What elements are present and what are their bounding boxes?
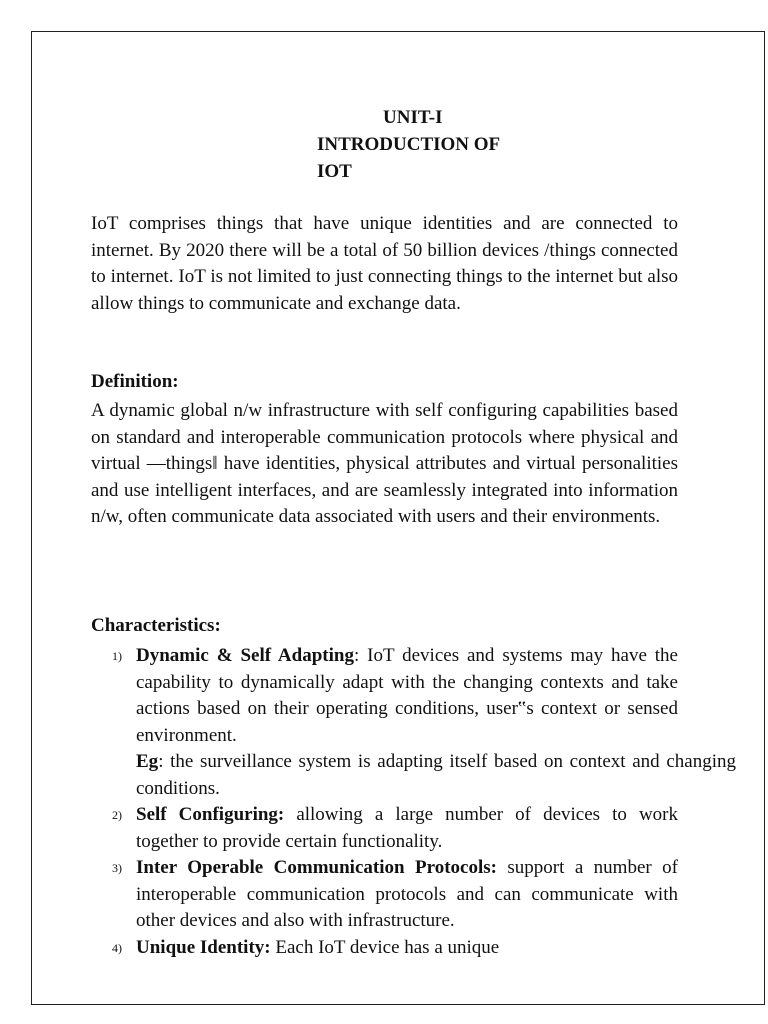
characteristics-heading: Characteristics: bbox=[91, 615, 221, 636]
item-text: Each IoT device has a unique bbox=[270, 936, 500, 958]
title-line-3: IOT bbox=[317, 161, 352, 182]
characteristics-list bbox=[91, 643, 736, 961]
item-number: 4) bbox=[112, 940, 122, 955]
item-number: 1) bbox=[112, 649, 122, 663]
list-item bbox=[91, 935, 736, 962]
item-term: Self Configuring: bbox=[136, 804, 285, 825]
definition-text: A dynamic global n/w infrastructure with self configuring capabilities based on standard and interoperable communication protocols where physical and virtual ―things‖ have identities, physical attributes and virtual personalities and use intelligent interfaces, and are seamlessly integrated into information n/w, often communicate data associated with users and their environments. bbox=[91, 400, 678, 527]
intro-paragraph bbox=[91, 211, 678, 317]
definition-paragraph bbox=[91, 398, 678, 531]
list-item bbox=[91, 855, 736, 935]
title-line-1: UNIT-I bbox=[383, 107, 443, 128]
item-text: : IoT devices and systems may have the capability to dynamically adapt with the changing contexts and take actions based on their operating conditions, user‟s context or sensed environment. bbox=[136, 645, 678, 746]
example-term: Eg bbox=[136, 751, 159, 772]
page-title bbox=[317, 104, 557, 185]
item-example bbox=[136, 749, 736, 802]
item-number: 3) bbox=[112, 861, 122, 875]
item-text: allowing a large number of devices to work together to provide certain functionality. bbox=[136, 804, 678, 852]
item-term: Inter Operable Communication Protocols: bbox=[136, 857, 497, 878]
item-term: Dynamic & Self Adapting bbox=[136, 645, 354, 666]
item-number: 2) bbox=[112, 808, 122, 822]
list-item bbox=[91, 802, 736, 855]
intro-text: IoT comprises things that have unique identities and are connected to internet. By 2020 there will be a total of 50 billion devices /things connected to internet. IoT is not limited to just connecting things to the internet but also allow things to communicate and exchange data. bbox=[91, 213, 678, 314]
list-item bbox=[91, 643, 736, 802]
definition-heading: Definition: bbox=[91, 371, 179, 392]
item-text: support a number of interoperable communication protocols and can communicate with other devices and also with infrastructure. bbox=[136, 857, 678, 931]
example-text: : the surveillance system is adapting itself based on context and changing conditions. bbox=[136, 751, 736, 799]
item-term: Unique Identity: bbox=[136, 936, 271, 958]
title-line-2: INTRODUCTION OF bbox=[317, 134, 501, 155]
